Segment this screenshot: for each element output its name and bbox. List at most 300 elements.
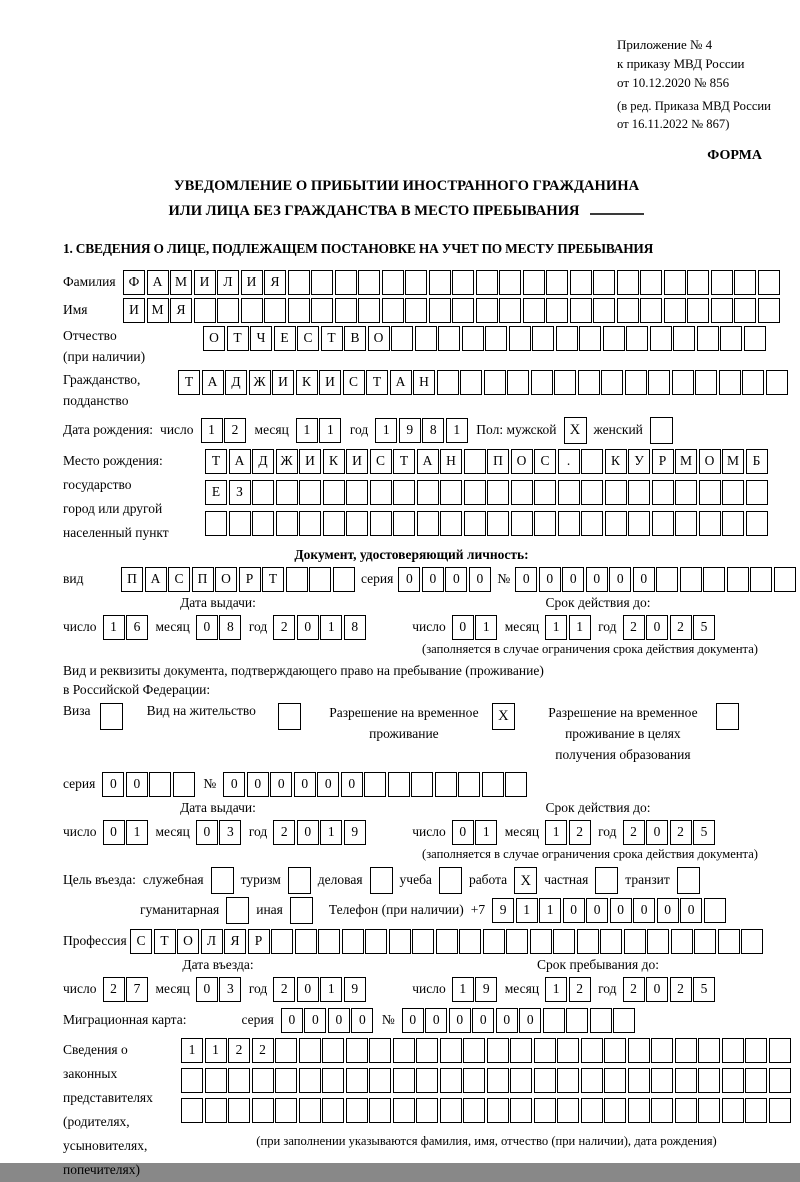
form-cell[interactable] bbox=[581, 1098, 603, 1123]
form-cell[interactable]: 2 bbox=[252, 1038, 274, 1063]
form-cell[interactable]: 2 bbox=[273, 977, 295, 1002]
form-cell[interactable] bbox=[558, 511, 580, 536]
form-cell[interactable] bbox=[391, 326, 413, 351]
form-cell[interactable]: 1 bbox=[103, 615, 125, 640]
form-cell[interactable] bbox=[505, 772, 527, 797]
form-cell[interactable] bbox=[687, 298, 709, 323]
form-cell[interactable] bbox=[675, 480, 697, 505]
form-cell[interactable] bbox=[704, 898, 726, 923]
form-cell[interactable]: 2 bbox=[670, 977, 692, 1002]
form-cell[interactable]: 2 bbox=[569, 977, 591, 1002]
purpose-transit-checkbox[interactable] bbox=[677, 867, 700, 894]
form-cell[interactable] bbox=[671, 929, 693, 954]
form-cell[interactable] bbox=[581, 1038, 603, 1063]
form-cell[interactable]: 1 bbox=[319, 418, 341, 443]
form-cell[interactable] bbox=[613, 1008, 635, 1033]
form-cell[interactable] bbox=[626, 326, 648, 351]
form-cell[interactable] bbox=[499, 298, 521, 323]
form-cell[interactable] bbox=[604, 1068, 626, 1093]
form-cell[interactable] bbox=[405, 298, 427, 323]
form-cell[interactable]: С bbox=[370, 449, 392, 474]
form-cell[interactable]: Я bbox=[224, 929, 246, 954]
form-cell[interactable] bbox=[651, 1068, 673, 1093]
form-cell[interactable]: 2 bbox=[569, 820, 591, 845]
form-cell[interactable] bbox=[459, 929, 481, 954]
form-cell[interactable] bbox=[628, 480, 650, 505]
form-cell[interactable] bbox=[393, 511, 415, 536]
form-cell[interactable] bbox=[417, 480, 439, 505]
form-cell[interactable]: Т bbox=[366, 370, 388, 395]
form-cell[interactable]: Т bbox=[393, 449, 415, 474]
form-cell[interactable] bbox=[463, 1068, 485, 1093]
form-cell[interactable] bbox=[429, 298, 451, 323]
form-cell[interactable] bbox=[487, 511, 509, 536]
form-cell[interactable]: 0 bbox=[281, 1008, 303, 1033]
form-cell[interactable]: О bbox=[511, 449, 533, 474]
form-cell[interactable] bbox=[252, 1098, 274, 1123]
form-cell[interactable] bbox=[440, 511, 462, 536]
form-cell[interactable] bbox=[579, 326, 601, 351]
form-cell[interactable] bbox=[440, 1098, 462, 1123]
form-cell[interactable] bbox=[734, 270, 756, 295]
form-cell[interactable]: Р bbox=[239, 567, 261, 592]
form-cell[interactable] bbox=[722, 1038, 744, 1063]
form-cell[interactable] bbox=[205, 511, 227, 536]
form-cell[interactable] bbox=[557, 1068, 579, 1093]
form-cell[interactable] bbox=[675, 511, 697, 536]
form-cell[interactable]: 2 bbox=[103, 977, 125, 1002]
form-cell[interactable] bbox=[698, 1038, 720, 1063]
form-cell[interactable] bbox=[252, 1068, 274, 1093]
form-cell[interactable]: 0 bbox=[402, 1008, 424, 1033]
form-cell[interactable]: 1 bbox=[181, 1038, 203, 1063]
form-cell[interactable] bbox=[722, 1098, 744, 1123]
form-cell[interactable] bbox=[554, 370, 576, 395]
male-checkbox[interactable]: X bbox=[564, 417, 587, 444]
form-cell[interactable] bbox=[699, 480, 721, 505]
purpose-other-checkbox[interactable] bbox=[290, 897, 313, 924]
form-cell[interactable] bbox=[510, 1068, 532, 1093]
form-cell[interactable] bbox=[698, 1068, 720, 1093]
purpose-work-checkbox[interactable]: X bbox=[514, 867, 537, 894]
form-cell[interactable]: 0 bbox=[294, 772, 316, 797]
form-cell[interactable] bbox=[590, 1008, 612, 1033]
form-cell[interactable]: 1 bbox=[516, 898, 538, 923]
form-cell[interactable]: О bbox=[177, 929, 199, 954]
form-cell[interactable] bbox=[342, 929, 364, 954]
form-cell[interactable]: Е bbox=[205, 480, 227, 505]
form-cell[interactable]: 0 bbox=[102, 772, 124, 797]
form-cell[interactable] bbox=[722, 480, 744, 505]
form-cell[interactable]: 2 bbox=[273, 615, 295, 640]
form-cell[interactable]: 0 bbox=[472, 1008, 494, 1033]
form-cell[interactable]: 2 bbox=[623, 615, 645, 640]
form-cell[interactable]: 1 bbox=[545, 615, 567, 640]
form-cell[interactable]: К bbox=[296, 370, 318, 395]
form-cell[interactable]: 9 bbox=[475, 977, 497, 1002]
form-cell[interactable] bbox=[675, 1098, 697, 1123]
form-cell[interactable] bbox=[719, 370, 741, 395]
form-cell[interactable] bbox=[463, 1038, 485, 1063]
form-cell[interactable]: С bbox=[130, 929, 152, 954]
form-cell[interactable]: 0 bbox=[586, 567, 608, 592]
form-cell[interactable] bbox=[416, 1038, 438, 1063]
form-cell[interactable] bbox=[711, 298, 733, 323]
form-cell[interactable] bbox=[299, 480, 321, 505]
form-cell[interactable] bbox=[463, 1098, 485, 1123]
form-cell[interactable]: Ж bbox=[276, 449, 298, 474]
form-cell[interactable] bbox=[656, 567, 678, 592]
form-cell[interactable] bbox=[389, 929, 411, 954]
form-cell[interactable] bbox=[566, 1008, 588, 1033]
form-cell[interactable] bbox=[628, 1038, 650, 1063]
form-cell[interactable] bbox=[699, 511, 721, 536]
form-cell[interactable] bbox=[429, 270, 451, 295]
form-cell[interactable] bbox=[415, 326, 437, 351]
form-cell[interactable] bbox=[695, 370, 717, 395]
form-cell[interactable]: Ф bbox=[123, 270, 145, 295]
form-cell[interactable]: С bbox=[534, 449, 556, 474]
form-cell[interactable]: 1 bbox=[320, 820, 342, 845]
form-cell[interactable]: И bbox=[194, 270, 216, 295]
form-cell[interactable]: Я bbox=[264, 270, 286, 295]
form-cell[interactable] bbox=[393, 1068, 415, 1093]
form-cell[interactable] bbox=[510, 1038, 532, 1063]
form-cell[interactable]: Д bbox=[252, 449, 274, 474]
form-cell[interactable]: 0 bbox=[341, 772, 363, 797]
form-cell[interactable] bbox=[578, 370, 600, 395]
form-cell[interactable]: О bbox=[368, 326, 390, 351]
form-cell[interactable]: 9 bbox=[344, 820, 366, 845]
form-cell[interactable] bbox=[625, 370, 647, 395]
form-cell[interactable] bbox=[335, 298, 357, 323]
form-cell[interactable]: 3 bbox=[219, 977, 241, 1002]
form-cell[interactable] bbox=[600, 929, 622, 954]
form-cell[interactable]: 0 bbox=[449, 1008, 471, 1033]
form-cell[interactable]: Д bbox=[225, 370, 247, 395]
form-cell[interactable]: 0 bbox=[297, 820, 319, 845]
form-cell[interactable]: 9 bbox=[492, 898, 514, 923]
form-cell[interactable] bbox=[640, 270, 662, 295]
form-cell[interactable]: 0 bbox=[103, 820, 125, 845]
form-cell[interactable] bbox=[437, 370, 459, 395]
form-cell[interactable]: 0 bbox=[610, 898, 632, 923]
form-cell[interactable] bbox=[769, 1038, 791, 1063]
form-cell[interactable] bbox=[664, 270, 686, 295]
form-cell[interactable]: И bbox=[319, 370, 341, 395]
form-cell[interactable] bbox=[311, 298, 333, 323]
form-cell[interactable] bbox=[640, 298, 662, 323]
form-cell[interactable]: 5 bbox=[693, 820, 715, 845]
form-cell[interactable] bbox=[333, 567, 355, 592]
form-cell[interactable]: Е bbox=[274, 326, 296, 351]
form-cell[interactable]: 2 bbox=[623, 820, 645, 845]
form-cell[interactable] bbox=[605, 511, 627, 536]
form-cell[interactable]: 0 bbox=[586, 898, 608, 923]
form-cell[interactable] bbox=[769, 1098, 791, 1123]
form-cell[interactable] bbox=[435, 772, 457, 797]
form-cell[interactable]: 1 bbox=[296, 418, 318, 443]
form-cell[interactable] bbox=[299, 1038, 321, 1063]
form-cell[interactable]: 0 bbox=[452, 615, 474, 640]
form-cell[interactable] bbox=[687, 270, 709, 295]
form-cell[interactable] bbox=[476, 298, 498, 323]
form-cell[interactable] bbox=[506, 929, 528, 954]
form-cell[interactable]: М bbox=[722, 449, 744, 474]
female-checkbox[interactable] bbox=[650, 417, 673, 444]
form-cell[interactable] bbox=[675, 1038, 697, 1063]
form-cell[interactable]: 1 bbox=[446, 418, 468, 443]
form-cell[interactable] bbox=[275, 1068, 297, 1093]
form-cell[interactable] bbox=[617, 270, 639, 295]
form-cell[interactable] bbox=[601, 370, 623, 395]
form-cell[interactable] bbox=[295, 929, 317, 954]
form-cell[interactable]: У bbox=[628, 449, 650, 474]
purpose-study-checkbox[interactable] bbox=[439, 867, 462, 894]
form-cell[interactable] bbox=[286, 567, 308, 592]
form-cell[interactable]: В bbox=[344, 326, 366, 351]
form-cell[interactable]: 1 bbox=[320, 615, 342, 640]
temp-residence-checkbox[interactable]: X bbox=[492, 703, 515, 730]
form-cell[interactable] bbox=[499, 270, 521, 295]
form-cell[interactable] bbox=[271, 929, 293, 954]
form-cell[interactable] bbox=[318, 929, 340, 954]
temp-residence-education-checkbox[interactable] bbox=[716, 703, 739, 730]
form-cell[interactable] bbox=[311, 270, 333, 295]
form-cell[interactable]: 0 bbox=[304, 1008, 326, 1033]
form-cell[interactable]: 8 bbox=[219, 615, 241, 640]
form-cell[interactable]: 0 bbox=[609, 567, 631, 592]
visa-checkbox[interactable] bbox=[100, 703, 123, 730]
form-cell[interactable]: 1 bbox=[569, 615, 591, 640]
form-cell[interactable]: К bbox=[323, 449, 345, 474]
form-cell[interactable] bbox=[452, 298, 474, 323]
purpose-official-checkbox[interactable] bbox=[211, 867, 234, 894]
form-cell[interactable] bbox=[546, 298, 568, 323]
form-cell[interactable] bbox=[358, 298, 380, 323]
form-cell[interactable] bbox=[217, 298, 239, 323]
form-cell[interactable]: 0 bbox=[646, 820, 668, 845]
form-cell[interactable]: 0 bbox=[562, 567, 584, 592]
form-cell[interactable]: 0 bbox=[496, 1008, 518, 1033]
form-cell[interactable]: 1 bbox=[452, 977, 474, 1002]
form-cell[interactable] bbox=[452, 270, 474, 295]
form-cell[interactable] bbox=[766, 370, 788, 395]
form-cell[interactable] bbox=[438, 326, 460, 351]
form-cell[interactable] bbox=[694, 929, 716, 954]
form-cell[interactable] bbox=[697, 326, 719, 351]
form-cell[interactable] bbox=[487, 1098, 509, 1123]
form-cell[interactable] bbox=[228, 1098, 250, 1123]
form-cell[interactable]: 2 bbox=[273, 820, 295, 845]
form-cell[interactable] bbox=[703, 567, 725, 592]
form-cell[interactable]: П bbox=[487, 449, 509, 474]
form-cell[interactable] bbox=[720, 326, 742, 351]
form-cell[interactable]: 0 bbox=[223, 772, 245, 797]
form-cell[interactable] bbox=[388, 772, 410, 797]
form-cell[interactable] bbox=[411, 772, 433, 797]
form-cell[interactable] bbox=[346, 480, 368, 505]
form-cell[interactable]: Ч bbox=[250, 326, 272, 351]
form-cell[interactable]: С bbox=[343, 370, 365, 395]
form-cell[interactable] bbox=[440, 1068, 462, 1093]
form-cell[interactable] bbox=[534, 1098, 556, 1123]
form-cell[interactable]: А bbox=[417, 449, 439, 474]
form-cell[interactable]: И bbox=[272, 370, 294, 395]
form-cell[interactable]: 1 bbox=[539, 898, 561, 923]
form-cell[interactable] bbox=[228, 1068, 250, 1093]
form-cell[interactable]: 1 bbox=[201, 418, 223, 443]
form-cell[interactable] bbox=[532, 326, 554, 351]
form-cell[interactable]: 8 bbox=[422, 418, 444, 443]
form-cell[interactable]: И bbox=[123, 298, 145, 323]
form-cell[interactable]: 0 bbox=[657, 898, 679, 923]
form-cell[interactable] bbox=[299, 1068, 321, 1093]
form-cell[interactable] bbox=[647, 929, 669, 954]
form-cell[interactable]: Т bbox=[321, 326, 343, 351]
form-cell[interactable] bbox=[652, 480, 674, 505]
form-cell[interactable] bbox=[417, 511, 439, 536]
form-cell[interactable]: М bbox=[170, 270, 192, 295]
form-cell[interactable] bbox=[734, 298, 756, 323]
form-cell[interactable]: 2 bbox=[228, 1038, 250, 1063]
form-cell[interactable] bbox=[369, 1038, 391, 1063]
form-cell[interactable]: 5 bbox=[693, 977, 715, 1002]
form-cell[interactable]: Т bbox=[262, 567, 284, 592]
purpose-business-checkbox[interactable] bbox=[370, 867, 393, 894]
form-cell[interactable]: 0 bbox=[563, 898, 585, 923]
form-cell[interactable] bbox=[393, 1038, 415, 1063]
form-cell[interactable]: 0 bbox=[196, 615, 218, 640]
form-cell[interactable] bbox=[288, 298, 310, 323]
form-cell[interactable] bbox=[509, 326, 531, 351]
form-cell[interactable] bbox=[276, 480, 298, 505]
form-cell[interactable] bbox=[370, 480, 392, 505]
form-cell[interactable] bbox=[746, 511, 768, 536]
form-cell[interactable] bbox=[369, 1068, 391, 1093]
form-cell[interactable]: П bbox=[192, 567, 214, 592]
form-cell[interactable]: 1 bbox=[545, 820, 567, 845]
form-cell[interactable] bbox=[346, 1098, 368, 1123]
form-cell[interactable] bbox=[346, 511, 368, 536]
form-cell[interactable] bbox=[557, 1038, 579, 1063]
form-cell[interactable]: 0 bbox=[398, 567, 420, 592]
form-cell[interactable]: Н bbox=[413, 370, 435, 395]
form-cell[interactable] bbox=[510, 1098, 532, 1123]
form-cell[interactable] bbox=[382, 270, 404, 295]
form-cell[interactable]: Я bbox=[170, 298, 192, 323]
form-cell[interactable] bbox=[581, 480, 603, 505]
form-cell[interactable]: Б bbox=[746, 449, 768, 474]
form-cell[interactable]: М bbox=[147, 298, 169, 323]
form-cell[interactable] bbox=[149, 772, 171, 797]
form-cell[interactable] bbox=[744, 326, 766, 351]
form-cell[interactable] bbox=[534, 1038, 556, 1063]
form-cell[interactable] bbox=[593, 270, 615, 295]
form-cell[interactable] bbox=[675, 1068, 697, 1093]
form-cell[interactable] bbox=[651, 1038, 673, 1063]
form-cell[interactable] bbox=[722, 511, 744, 536]
form-cell[interactable] bbox=[382, 298, 404, 323]
form-cell[interactable]: А bbox=[390, 370, 412, 395]
form-cell[interactable] bbox=[299, 511, 321, 536]
form-cell[interactable]: 0 bbox=[425, 1008, 447, 1033]
form-cell[interactable] bbox=[624, 929, 646, 954]
form-cell[interactable]: 0 bbox=[515, 567, 537, 592]
form-cell[interactable] bbox=[628, 1068, 650, 1093]
form-cell[interactable]: 0 bbox=[126, 772, 148, 797]
form-cell[interactable]: А bbox=[145, 567, 167, 592]
form-cell[interactable] bbox=[323, 511, 345, 536]
form-cell[interactable] bbox=[436, 929, 458, 954]
form-cell[interactable]: 0 bbox=[469, 567, 491, 592]
form-cell[interactable]: А bbox=[229, 449, 251, 474]
form-cell[interactable] bbox=[205, 1098, 227, 1123]
form-cell[interactable] bbox=[181, 1098, 203, 1123]
form-cell[interactable]: Л bbox=[201, 929, 223, 954]
form-cell[interactable] bbox=[774, 567, 796, 592]
form-cell[interactable] bbox=[581, 511, 603, 536]
form-cell[interactable] bbox=[769, 1068, 791, 1093]
form-cell[interactable] bbox=[523, 298, 545, 323]
form-cell[interactable] bbox=[523, 270, 545, 295]
form-cell[interactable] bbox=[322, 1038, 344, 1063]
form-cell[interactable] bbox=[405, 270, 427, 295]
form-cell[interactable] bbox=[365, 929, 387, 954]
form-cell[interactable]: О bbox=[699, 449, 721, 474]
form-cell[interactable] bbox=[758, 298, 780, 323]
form-cell[interactable] bbox=[205, 1068, 227, 1093]
form-cell[interactable] bbox=[484, 370, 506, 395]
form-cell[interactable] bbox=[309, 567, 331, 592]
form-cell[interactable] bbox=[364, 772, 386, 797]
form-cell[interactable]: 3 bbox=[219, 820, 241, 845]
form-cell[interactable] bbox=[673, 326, 695, 351]
form-cell[interactable] bbox=[194, 298, 216, 323]
form-cell[interactable] bbox=[416, 1068, 438, 1093]
form-cell[interactable]: . bbox=[558, 449, 580, 474]
form-cell[interactable]: 0 bbox=[445, 567, 467, 592]
form-cell[interactable]: 5 bbox=[693, 615, 715, 640]
form-cell[interactable] bbox=[264, 298, 286, 323]
form-cell[interactable] bbox=[628, 1098, 650, 1123]
form-cell[interactable]: 0 bbox=[646, 977, 668, 1002]
form-cell[interactable] bbox=[534, 1068, 556, 1093]
form-cell[interactable]: 6 bbox=[126, 615, 148, 640]
form-cell[interactable]: Р bbox=[248, 929, 270, 954]
form-cell[interactable]: 1 bbox=[126, 820, 148, 845]
form-cell[interactable]: 0 bbox=[633, 898, 655, 923]
form-cell[interactable]: 0 bbox=[317, 772, 339, 797]
form-cell[interactable]: 0 bbox=[196, 977, 218, 1002]
form-cell[interactable]: М bbox=[675, 449, 697, 474]
form-cell[interactable]: И bbox=[346, 449, 368, 474]
form-cell[interactable]: 0 bbox=[270, 772, 292, 797]
purpose-tourism-checkbox[interactable] bbox=[288, 867, 311, 894]
form-cell[interactable] bbox=[322, 1068, 344, 1093]
form-cell[interactable] bbox=[462, 326, 484, 351]
form-cell[interactable] bbox=[335, 270, 357, 295]
form-cell[interactable]: З bbox=[229, 480, 251, 505]
form-cell[interactable]: О bbox=[215, 567, 237, 592]
form-cell[interactable]: 9 bbox=[399, 418, 421, 443]
form-cell[interactable] bbox=[722, 1068, 744, 1093]
form-cell[interactable] bbox=[617, 298, 639, 323]
form-cell[interactable]: 0 bbox=[297, 977, 319, 1002]
form-cell[interactable] bbox=[581, 1068, 603, 1093]
form-cell[interactable] bbox=[718, 929, 740, 954]
form-cell[interactable] bbox=[746, 480, 768, 505]
